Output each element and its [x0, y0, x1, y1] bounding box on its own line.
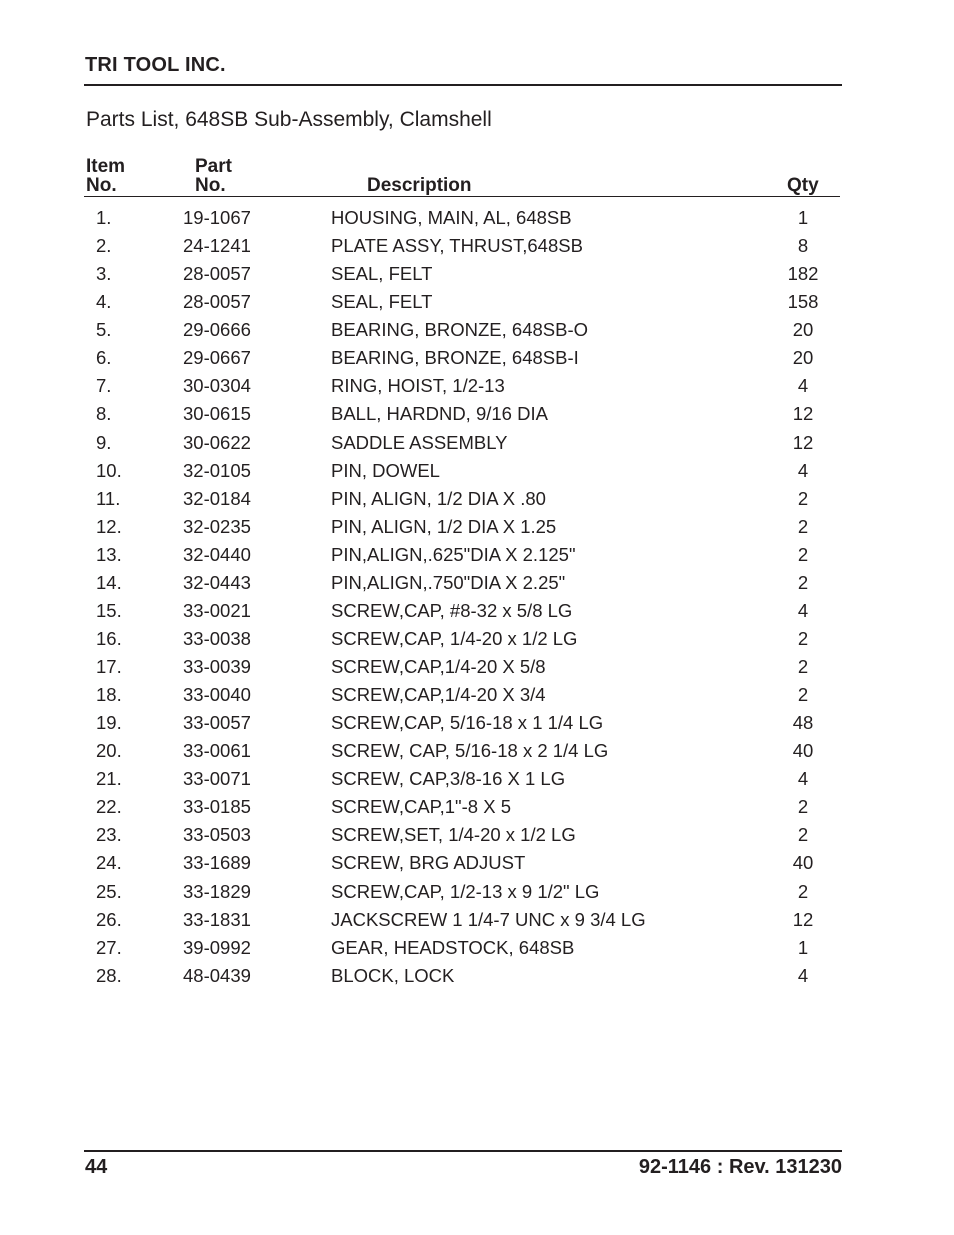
part-number: 33-1829	[183, 880, 251, 902]
item-number: 17.	[96, 656, 122, 677]
item-number: 4.	[96, 291, 112, 313]
item-number: 7.	[96, 375, 112, 397]
company-name: TRI TOOL INC.	[85, 54, 226, 76]
page-number: 44	[85, 1156, 108, 1178]
item-number: 8.	[96, 403, 112, 425]
part-description: SCREW, BRG ADJUST	[331, 852, 526, 874]
part-number: 33-0040	[183, 684, 251, 706]
part-description: BALL, HARDND, 9/16 DIA	[331, 403, 548, 425]
part-description: BEARING, BRONZE, 648SB-I	[331, 347, 579, 369]
table-row	[0, 400, 954, 428]
part-number: 39-0992	[183, 936, 251, 958]
table-row	[0, 653, 954, 681]
item-number: 23.	[96, 824, 122, 846]
quantity: 2	[797, 571, 809, 593]
header-rule	[84, 84, 842, 86]
item-number: 12.	[96, 515, 122, 537]
item-number: 2.	[96, 235, 112, 257]
part-number: 28-0057	[183, 291, 251, 313]
quantity: 2	[797, 880, 809, 902]
item-number: 14.	[96, 571, 122, 593]
item-number: 9.	[96, 431, 112, 453]
part-description: HOUSING, MAIN, AL, 648SB	[331, 207, 572, 228]
part-description: SCREW,CAP, #8-32 x 5/8 LG	[331, 599, 573, 621]
document-revision: 92-1146 : Rev. 131230	[638, 1156, 842, 1178]
quantity: 158	[787, 291, 819, 313]
quantity: 12	[792, 431, 814, 453]
table-row	[0, 513, 954, 541]
table-row	[0, 962, 954, 990]
part-description: PIN, DOWEL	[331, 459, 440, 481]
part-description: SEAL, FELT	[331, 291, 433, 313]
part-number: 32-0235	[183, 515, 251, 537]
quantity: 20	[792, 347, 814, 369]
table-row	[0, 737, 954, 765]
column-header-item-line2: No.	[86, 175, 117, 196]
table-row	[0, 681, 954, 709]
quantity: 48	[792, 712, 814, 734]
quantity: 2	[797, 684, 809, 706]
part-description: PIN,ALIGN,.750"DIA X 2.25"	[331, 571, 566, 593]
table-row	[0, 316, 954, 344]
part-description: SCREW, CAP, 5/16-18 x 2 1/4 LG	[331, 740, 609, 762]
item-number: 6.	[96, 347, 112, 369]
quantity: 2	[797, 543, 809, 565]
part-number: 33-0038	[183, 627, 251, 649]
part-number: 32-0443	[183, 571, 251, 593]
quantity: 182	[787, 263, 819, 285]
item-number: 21.	[96, 768, 122, 790]
part-description: BEARING, BRONZE, 648SB-O	[331, 319, 589, 341]
table-row	[0, 878, 954, 906]
item-number: 18.	[96, 684, 122, 706]
part-description: SCREW,CAP, 5/16-18 x 1 1/4 LG	[331, 712, 604, 734]
part-description: SCREW,CAP, 1/4-20 x 1/2 LG	[331, 627, 578, 649]
item-number: 5.	[96, 319, 112, 341]
item-number: 16.	[96, 627, 122, 649]
quantity: 40	[792, 740, 814, 762]
table-row	[0, 849, 954, 877]
part-description: SCREW,CAP,1/4-20 X 5/8	[331, 656, 546, 677]
part-description: PLATE ASSY, THRUST,648SB	[331, 235, 583, 257]
item-number: 3.	[96, 263, 112, 285]
part-number: 48-0439	[183, 964, 251, 986]
part-number: 29-0667	[183, 347, 251, 369]
footer-rule	[84, 1150, 842, 1152]
quantity: 2	[797, 627, 809, 649]
item-number: 25.	[96, 880, 122, 902]
column-header-part-line1: Part	[195, 156, 232, 177]
table-row	[0, 232, 954, 260]
part-description: SCREW,CAP, 1/2-13 x 9 1/2" LG	[331, 880, 600, 902]
part-number: 33-0021	[183, 599, 251, 621]
column-header-part-no	[195, 157, 232, 195]
table-row	[0, 344, 954, 372]
part-number: 33-0061	[183, 740, 251, 762]
quantity: 4	[797, 964, 809, 986]
quantity: 2	[797, 824, 809, 846]
part-number: 33-1689	[183, 852, 251, 874]
quantity: 20	[792, 319, 814, 341]
part-description: GEAR, HEADSTOCK, 648SB	[331, 936, 575, 958]
table-row	[0, 372, 954, 400]
part-number: 30-0622	[183, 431, 251, 453]
part-description: JACKSCREW 1 1/4-7 UNC x 9 3/4 LG	[331, 908, 646, 930]
item-number: 1.	[96, 207, 112, 228]
table-row	[0, 457, 954, 485]
table-row	[0, 821, 954, 849]
part-number: 29-0666	[183, 319, 251, 341]
part-description: SCREW,CAP,1"-8 X 5	[331, 796, 511, 818]
item-number: 28.	[96, 964, 122, 986]
table-row	[0, 765, 954, 793]
part-number: 33-0071	[183, 768, 251, 790]
column-header-description: Description	[367, 175, 472, 196]
quantity: 4	[797, 599, 809, 621]
item-number: 20.	[96, 740, 122, 762]
part-number: 33-0503	[183, 824, 251, 846]
column-header-qty: Qty	[787, 175, 819, 196]
part-number: 33-0185	[183, 796, 251, 818]
part-number: 32-0184	[183, 487, 251, 509]
table-row	[0, 625, 954, 653]
quantity: 2	[797, 796, 809, 818]
quantity: 1	[797, 207, 809, 228]
document-title: Parts List, 648SB Sub-Assembly, Clamshell	[86, 108, 492, 131]
item-number: 22.	[96, 796, 122, 818]
table-row	[0, 288, 954, 316]
quantity: 40	[792, 852, 814, 874]
part-number: 30-0615	[183, 403, 251, 425]
part-description: SCREW,CAP,1/4-20 X 3/4	[331, 684, 546, 706]
quantity: 12	[792, 403, 814, 425]
table-header-rule	[84, 196, 840, 197]
part-number: 33-1831	[183, 908, 251, 930]
parts-table-body	[0, 204, 954, 990]
table-row	[0, 485, 954, 513]
part-description: SCREW, CAP,3/8-16 X 1 LG	[331, 768, 566, 790]
table-row	[0, 204, 954, 232]
quantity: 2	[797, 656, 809, 677]
quantity: 4	[797, 459, 809, 481]
quantity: 4	[797, 768, 809, 790]
part-description: RING, HOIST, 1/2-13	[331, 375, 505, 397]
column-header-item-no	[86, 157, 125, 195]
table-row	[0, 429, 954, 457]
item-number: 19.	[96, 712, 122, 734]
table-row	[0, 934, 954, 962]
part-description: PIN,ALIGN,.625"DIA X 2.125"	[331, 543, 576, 565]
table-row	[0, 260, 954, 288]
quantity: 1	[797, 936, 809, 958]
part-number: 33-0039	[183, 656, 251, 677]
part-number: 28-0057	[183, 263, 251, 285]
part-description: BLOCK, LOCK	[331, 964, 455, 986]
quantity: 12	[792, 908, 814, 930]
table-row	[0, 906, 954, 934]
item-number: 27.	[96, 936, 122, 958]
part-number: 33-0057	[183, 712, 251, 734]
item-number: 10.	[96, 459, 122, 481]
item-number: 13.	[96, 543, 122, 565]
part-description: SEAL, FELT	[331, 263, 433, 285]
table-row	[0, 569, 954, 597]
part-number: 32-0105	[183, 459, 251, 481]
quantity: 2	[797, 515, 809, 537]
part-number: 32-0440	[183, 543, 251, 565]
part-number: 19-1067	[183, 207, 251, 228]
column-header-item-line1: Item	[86, 156, 126, 177]
table-row	[0, 597, 954, 625]
item-number: 15.	[96, 599, 122, 621]
table-row	[0, 709, 954, 737]
table-row	[0, 793, 954, 821]
part-description: SCREW,SET, 1/4-20 x 1/2 LG	[331, 824, 576, 846]
quantity: 4	[797, 375, 809, 397]
item-number: 24.	[96, 852, 122, 874]
part-number: 24-1241	[183, 235, 251, 257]
column-header-part-line2: No.	[195, 175, 226, 196]
part-number: 30-0304	[183, 375, 251, 397]
quantity: 2	[797, 487, 809, 509]
part-description: PIN, ALIGN, 1/2 DIA X 1.25	[331, 515, 557, 537]
item-number: 11.	[96, 487, 121, 509]
item-number: 26.	[96, 908, 122, 930]
quantity: 8	[797, 235, 809, 257]
table-row	[0, 541, 954, 569]
part-description: SADDLE ASSEMBLY	[331, 431, 508, 453]
part-description: PIN, ALIGN, 1/2 DIA X .80	[331, 487, 546, 509]
